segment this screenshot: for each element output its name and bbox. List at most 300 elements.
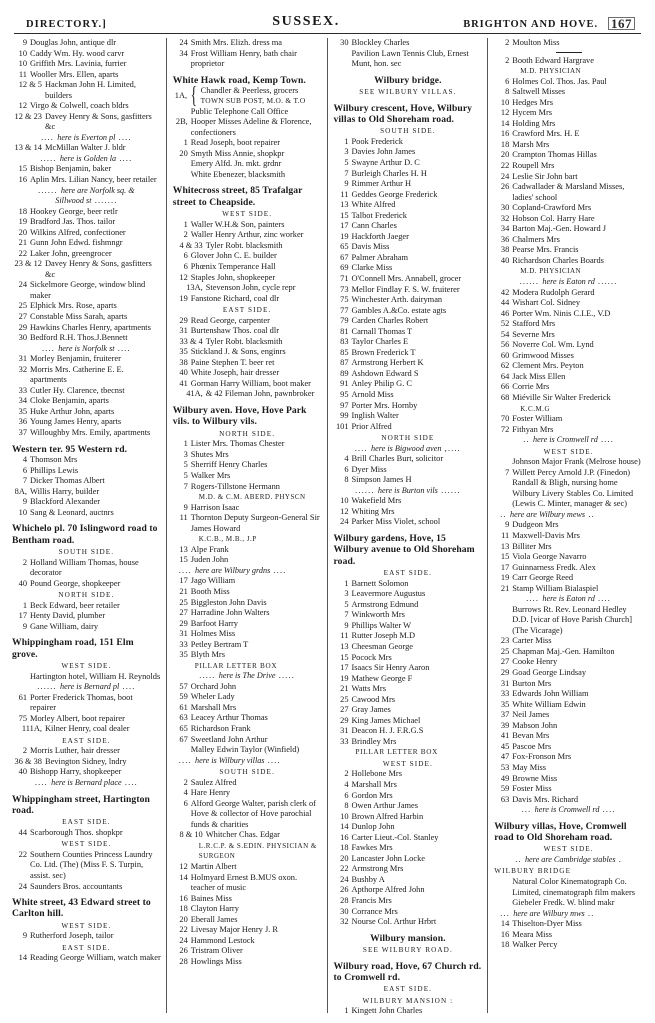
entry-text: Mabson John <box>512 720 558 730</box>
directory-entry <box>334 716 483 727</box>
entry-number: 11 <box>501 530 510 540</box>
cross-street-note <box>173 671 322 682</box>
directory-entry <box>494 393 643 404</box>
directory-entry <box>12 497 161 508</box>
directory-entry <box>334 411 483 422</box>
entry-text: Caddy Wm. Hy. wood carvr <box>30 48 125 58</box>
directory-entry <box>334 169 483 180</box>
leader-dots: ...... <box>594 277 618 287</box>
entry-text: Burleigh Charles H. H <box>351 168 427 178</box>
entry-text: Glover John C. E. builder <box>190 251 277 261</box>
leader-dots: ... <box>500 908 514 918</box>
entry-number: 25 <box>500 646 510 656</box>
directory-entry <box>12 428 161 439</box>
entry-text: Bradford Jas. Thos. tailor <box>30 217 116 227</box>
directory-entry <box>494 668 643 679</box>
directory-entry <box>334 190 483 201</box>
directory-entry <box>334 38 483 49</box>
entry-number: 53 <box>500 762 510 772</box>
directory-entry <box>334 822 483 833</box>
cross-street-text: here is Everton pl <box>57 132 116 142</box>
directory-entry <box>334 579 483 590</box>
entry-text: Hawkins Charles Henry, apartments <box>30 322 151 332</box>
entry-text: Henty David, plumber <box>30 611 106 621</box>
directory-entry <box>173 745 322 756</box>
entry-text: Guinnarness Fredk. Alex <box>512 562 596 572</box>
entry-number: 19 <box>340 231 349 241</box>
directory-entry <box>173 799 322 831</box>
directory-entry <box>173 724 322 735</box>
directory-entry <box>494 38 643 49</box>
side-label: NORTH SIDE <box>381 434 435 443</box>
leader-dots: .... <box>116 153 133 163</box>
entry-number: 4 <box>183 788 188 798</box>
entry-text: Fox-Fronson Mrs <box>512 752 572 762</box>
entry-text: Clayton Harry <box>190 904 239 914</box>
directory-entry <box>173 713 322 724</box>
pillar-letter-box: PILLAR LETTER BOX <box>355 748 439 757</box>
entry-number: 12 & 5 <box>18 80 42 90</box>
entry-number: 15 <box>340 210 349 220</box>
entry-text: Armstrong Herbert K <box>351 358 424 368</box>
entry-number: 65 <box>179 724 188 734</box>
entry-number: 16 <box>500 929 510 939</box>
entry-qualification: M.D. PHYSICIAN <box>520 67 582 76</box>
entry-number: 26 <box>179 946 188 956</box>
entry-number: 6 <box>344 464 349 474</box>
entry-text: Pocock Mrs <box>351 652 392 662</box>
entry-number: 1 <box>344 578 349 588</box>
directory-entry <box>334 327 483 338</box>
entry-number: 4 <box>22 454 27 464</box>
directory-entry <box>494 457 643 468</box>
entry-text: Jago William <box>190 576 236 586</box>
street-extent: 151 Elm grove. <box>12 637 134 660</box>
column-2 <box>166 38 326 1013</box>
entry-number: 8 <box>344 475 349 485</box>
braced-entry-group <box>173 83 322 110</box>
entry-number: 22 <box>179 925 188 935</box>
directory-entry <box>494 731 643 742</box>
entry-number: 75 <box>340 295 349 305</box>
side-label: EAST SIDE. <box>62 736 111 745</box>
entry-text: Orchard John <box>190 681 237 691</box>
entry-text: Pook Frederick <box>351 136 403 146</box>
street-extent: Kemp Town. <box>252 74 306 86</box>
header-rule <box>14 33 641 34</box>
entry-number: 25 <box>179 597 188 607</box>
leader-dots: .... <box>178 755 195 765</box>
entry-text: Constable Miss Sarah, aparts <box>30 312 128 322</box>
entry-number: 24 <box>340 874 349 884</box>
leader-dots: ,.... <box>441 443 461 453</box>
directory-entry <box>334 812 483 823</box>
entry-number: 32 <box>18 364 27 374</box>
directory-entry <box>494 774 643 785</box>
entry-number: 19 <box>500 573 510 583</box>
cross-street-note <box>494 594 643 605</box>
directory-entry <box>12 365 161 386</box>
side-label: WILBURY BRIDGE <box>494 867 572 876</box>
side-label: SOUTH SIDE. <box>380 127 436 136</box>
directory-entry <box>173 347 322 358</box>
entry-number: 33 <box>18 385 27 395</box>
entry-text: Hooper Misses Adeline & Florence, confectioners <box>190 117 312 137</box>
entry-text: Phillips Lewis <box>30 465 79 475</box>
entry-number: 7 <box>344 168 349 178</box>
entry-number: 97 <box>340 400 349 410</box>
entry-number: 24 <box>179 935 188 945</box>
entry-number: 67 <box>340 252 349 262</box>
cross-street-note <box>494 510 643 521</box>
entry-text: Watts Mrs <box>351 684 386 694</box>
entry-number: 17 <box>18 611 27 621</box>
entry-number: 59 <box>179 692 188 702</box>
entry-qualification: M.D. & C.M. ABERD. PHYSCN <box>198 493 306 502</box>
side-label: SEE WILBURY ROAD. <box>362 946 453 955</box>
directory-entry <box>12 333 161 344</box>
directory-entry <box>173 640 322 651</box>
leader-dots: ...... <box>355 485 378 495</box>
directory-entry <box>334 369 483 380</box>
directory-entry <box>12 38 161 49</box>
entry-number: 26 <box>340 885 349 895</box>
entry-text: White Joseph, hair dresser <box>190 368 280 378</box>
entry-number: 6 <box>505 76 510 86</box>
directory-entry <box>12 455 161 466</box>
directory-entry <box>494 784 643 795</box>
entry-number: 20 <box>179 148 188 158</box>
entry-text: Barton Maj.-Gen. Howard J <box>512 224 606 234</box>
directory-entry <box>334 885 483 896</box>
entry-number: 20 <box>500 150 510 160</box>
leader-dots: . <box>615 854 623 864</box>
directory-entry <box>12 301 161 312</box>
entry-text: Richardson Frank <box>190 724 251 734</box>
directory-entry <box>334 600 483 611</box>
entry-number: 63 <box>179 713 188 723</box>
leader-dots: .... <box>34 778 52 788</box>
entry-number: 40 <box>18 767 27 777</box>
entry-number: 6 <box>183 261 188 271</box>
directory-entry <box>12 828 161 839</box>
entry-text: Griffith Mrs. Lavinia, furrier <box>30 59 127 69</box>
entry-number: 9 <box>22 931 27 941</box>
directory-entry <box>12 622 161 633</box>
cross-street-text: here are Norfolk sq. & <box>60 185 135 195</box>
street-extent: 95 Western rd. <box>65 443 128 455</box>
directory-entry <box>334 695 483 706</box>
entry-text: Holding Mrs <box>512 118 556 128</box>
directory-entry <box>12 112 161 133</box>
entry-text: Staples John, shopkeeper <box>190 272 276 282</box>
directory-entry <box>494 795 643 806</box>
cross-street-text: here is Eaton rd <box>542 277 595 287</box>
entry-text: Rimmer Arthur H <box>351 179 412 189</box>
entry-text: Davis Mrs. Richard <box>512 794 579 804</box>
entry-text: Rutter Joseph M.D <box>351 631 416 641</box>
entry-number: 35 <box>179 347 188 357</box>
directory-entry <box>334 422 483 433</box>
entry-number: 13 <box>340 200 349 210</box>
entry-text: Waller Henry Arthur, zinc worker <box>190 230 304 240</box>
entry-number: 12 <box>179 862 188 872</box>
leader-dots: .. <box>523 435 533 445</box>
directory-entry <box>12 323 161 334</box>
directory-entry <box>334 158 483 169</box>
directory-entry <box>494 351 643 362</box>
entry-qualification: L.R.C.P. & S.EDIN. PHYSICIAN & SURGEON <box>198 841 317 861</box>
entry-number: 16 <box>500 129 510 139</box>
entry-text: Billiter Mrs <box>512 541 552 551</box>
entry-text: Read George, carpenter <box>190 315 270 325</box>
entry-text: Sweetland John Arthur <box>190 734 268 744</box>
entry-text: Severne Mrs <box>512 329 555 339</box>
directory-entry <box>334 653 483 664</box>
entry-text: Carter Miss <box>512 636 552 646</box>
directory-entry <box>173 273 322 284</box>
entry-text: Cadwallader & Marsland Misses, ladies' school <box>512 182 625 202</box>
directory-entry <box>494 679 643 690</box>
entry-number: 10 <box>500 97 510 107</box>
side-label: WEST SIDE. <box>61 840 112 849</box>
entry-text: Public Telephone Call Office <box>190 106 289 116</box>
entry-text: Virgo & Colwell, coach bldrs <box>30 101 129 111</box>
entry-text: Smyth Miss Annie, shopkpr <box>190 148 285 158</box>
directory-entry <box>12 714 161 725</box>
side-label: SOUTH SIDE. <box>58 548 115 557</box>
cross-street-note <box>494 277 643 288</box>
entry-number: 12 <box>500 108 510 118</box>
entry-text: Foster William <box>512 414 563 424</box>
entry-number: 34 <box>179 48 188 58</box>
entry-number: 27 <box>179 608 188 618</box>
directory-entry <box>334 200 483 211</box>
entry-text: Brown Frederick T <box>351 347 416 357</box>
entry-number: 69 <box>340 263 349 273</box>
entry-number: 21 <box>179 586 188 596</box>
entry-number: 8A, <box>14 486 27 496</box>
entry-number: 28 <box>340 896 349 906</box>
street-heading <box>334 933 483 944</box>
directory-entry <box>334 295 483 306</box>
directory-entry <box>494 319 643 330</box>
entry-number: 1 <box>183 439 188 449</box>
directory-entry <box>494 161 643 172</box>
entry-number: 23 & 12 <box>14 259 42 269</box>
entry-text: Bedford R.H. Thos.J.Bennett <box>30 333 128 343</box>
cross-street-note <box>494 855 643 866</box>
entry-text: Copland-Crawford Mrs <box>512 203 592 213</box>
entry-number: 65 <box>340 242 349 252</box>
entry-text: Fawkes Mrs <box>351 843 393 853</box>
entry-number: 61 <box>179 702 188 712</box>
directory-entry <box>12 466 161 477</box>
entry-text: Crawford Mrs. H. E <box>512 129 580 139</box>
directory-entry <box>12 259 161 280</box>
directory-entry <box>494 468 643 479</box>
directory-entry <box>173 513 322 534</box>
entry-text: Fithyan Mrs <box>512 424 554 434</box>
cross-street-text: here is Eaton rd <box>542 594 595 604</box>
entry-number: 10 <box>18 48 27 58</box>
entry-text: Apthorpe Alfred John <box>351 885 425 895</box>
entry-text: Huke Arthur John, aparts <box>30 406 115 416</box>
directory-entry <box>494 489 643 510</box>
directory-entry <box>334 465 483 476</box>
side-label: WEST SIDE. <box>543 447 594 456</box>
street-extent: Hove, Hove Park vils. to Wilbury vils. <box>172 405 307 428</box>
entry-text: Carnall Thomas T <box>351 326 413 336</box>
cross-street-note <box>494 805 643 816</box>
directory-entry <box>334 791 483 802</box>
directory-entry <box>334 137 483 148</box>
leader-dots: .... <box>41 343 59 353</box>
entry-text: Pearse Mrs. Francis <box>512 245 579 255</box>
entry-number: 67 <box>179 734 188 744</box>
entry-qualification: M.D. PHYSICIAN <box>520 267 582 276</box>
entry-text: Jack Miss Ellen <box>512 371 566 381</box>
entry-number: 35 <box>179 650 188 660</box>
cross-street-note <box>12 778 161 789</box>
entry-text: Morris Mrs. Catherine E. E. apartments <box>30 364 124 385</box>
entry-number: 24 <box>179 38 188 47</box>
directory-entry <box>494 763 643 774</box>
directory-entry <box>334 316 483 327</box>
entry-text: Hycem Mrs <box>512 108 553 118</box>
directory-entry <box>12 693 161 714</box>
entry-text: Taylor Charles E <box>351 337 409 347</box>
directory-entry <box>12 601 161 612</box>
directory-entry <box>494 298 643 309</box>
street-name: Whichelo pl. <box>12 523 65 535</box>
entry-text: Roupell Mrs <box>512 161 555 171</box>
street-name: Whippingham street, <box>12 793 101 805</box>
entry-number: 40 <box>179 368 188 378</box>
cross-street-note <box>173 566 322 577</box>
cross-street-text: here is Bernard pl <box>60 682 120 692</box>
entry-text: Porter Mrs. Hornby <box>351 400 418 410</box>
directory-entry <box>12 249 161 260</box>
side-label: EAST SIDE. <box>383 569 433 578</box>
cross-street-text: here is Golden la <box>59 153 117 163</box>
entry-number: 77 <box>340 305 349 315</box>
entry-text: Gunn John Edwd. fishmngr <box>30 238 123 248</box>
entry-number: 4 <box>344 780 349 790</box>
street-name: Whitecross street, <box>172 185 248 197</box>
leader-dots: .... <box>270 565 287 575</box>
entry-number: 64 <box>500 371 510 381</box>
entry-number: 29 <box>500 668 510 678</box>
entry-number: 66 <box>500 382 510 392</box>
leader-dots: .... <box>599 805 616 815</box>
directory-entry <box>494 140 643 151</box>
page-folio-number: 167 <box>608 17 635 30</box>
entry-text: Wilkins Alfred, confectioner <box>30 227 126 237</box>
entry-number: 7 <box>505 467 510 477</box>
entry-text: Arnold Miss <box>351 389 394 399</box>
entry-number: 35 <box>500 699 510 709</box>
directory-entry <box>334 896 483 907</box>
entry-number: 2B, <box>175 117 188 127</box>
entry-number: 26 <box>500 182 510 192</box>
street-heading <box>12 637 161 660</box>
entry-number: 89 <box>340 368 349 378</box>
directory-entry <box>173 230 322 241</box>
entry-text: Martin Albert <box>190 862 237 872</box>
directory-entry <box>334 358 483 369</box>
directory-entry <box>12 417 161 428</box>
directory-entry <box>494 330 643 341</box>
directory-entry <box>173 608 322 619</box>
entry-number: 11 <box>340 189 349 199</box>
entry-text: Petley Bertram T <box>190 639 249 649</box>
entry-number: 35 <box>18 406 27 416</box>
entry-number: 2 <box>183 777 188 787</box>
entry-text: Holmyard Ernest B.MUS oxon. teacher of music <box>190 872 298 893</box>
entry-number: 31 <box>179 326 188 336</box>
directory-entry <box>334 801 483 812</box>
leader-dots: .... <box>119 682 136 692</box>
directory-entry <box>334 242 483 253</box>
street-name: White Hawk road, <box>172 74 251 86</box>
leader-dots: ...... <box>38 185 61 195</box>
entry-number: 7 <box>183 481 188 491</box>
entry-number: 14 <box>500 919 510 929</box>
entry-text: Davies John James <box>351 147 416 157</box>
leader-dots: .... <box>354 443 372 453</box>
entry-number: 68 <box>500 393 510 402</box>
entry-text: Tyler Robt. blacksmith <box>205 336 283 346</box>
street-extent: Hove, Wilbury villas to Old Shoreham road. <box>333 102 473 125</box>
entry-text: Saulez Alfred <box>190 777 237 787</box>
entry-text: Corrie Mrs <box>512 382 550 392</box>
entry-text: Marsh Mrs <box>512 139 550 149</box>
entry-text: Brown Alfred Harbin <box>351 811 424 821</box>
entry-text: Blackford Alexander <box>30 497 100 507</box>
directory-entry <box>494 478 643 489</box>
directory-entry <box>334 507 483 518</box>
entry-text: Clarke Miss <box>351 263 393 273</box>
directory-entry <box>334 674 483 685</box>
entry-text: Prior Alfred <box>351 421 392 431</box>
entry-number: 31 <box>340 726 349 736</box>
cross-street-note <box>12 344 161 355</box>
entry-number: 111A, <box>21 724 42 734</box>
cross-street-text: Sillwood st <box>55 196 92 206</box>
entry-text: Marshall Mrs <box>190 702 237 712</box>
entry-text: Anley Philip G. C <box>351 379 412 389</box>
directory-entry <box>12 931 161 942</box>
entry-text: Nourse Col. Arthur Hrbrt <box>351 917 437 927</box>
directory-entry <box>173 283 322 294</box>
entry-number: 8 & 10 <box>179 830 203 840</box>
directory-entry <box>334 221 483 232</box>
entry-text: Gane William, dairy <box>30 621 99 631</box>
street-name: Wilbury villas, <box>494 820 557 832</box>
directory-entry <box>334 232 483 243</box>
entry-text: Gray James <box>351 705 391 715</box>
side-label: NORTH SIDE. <box>58 591 115 600</box>
directory-entry <box>173 778 322 789</box>
directory-entry <box>494 940 643 951</box>
entry-text: Swayne Arthur D. C <box>351 157 420 167</box>
directory-entry <box>334 475 483 486</box>
directory-entry <box>334 907 483 918</box>
street-name: Wilbury crescent, <box>333 102 408 114</box>
cross-street-note <box>12 196 161 207</box>
street-name: Wilbury road, <box>333 960 394 972</box>
